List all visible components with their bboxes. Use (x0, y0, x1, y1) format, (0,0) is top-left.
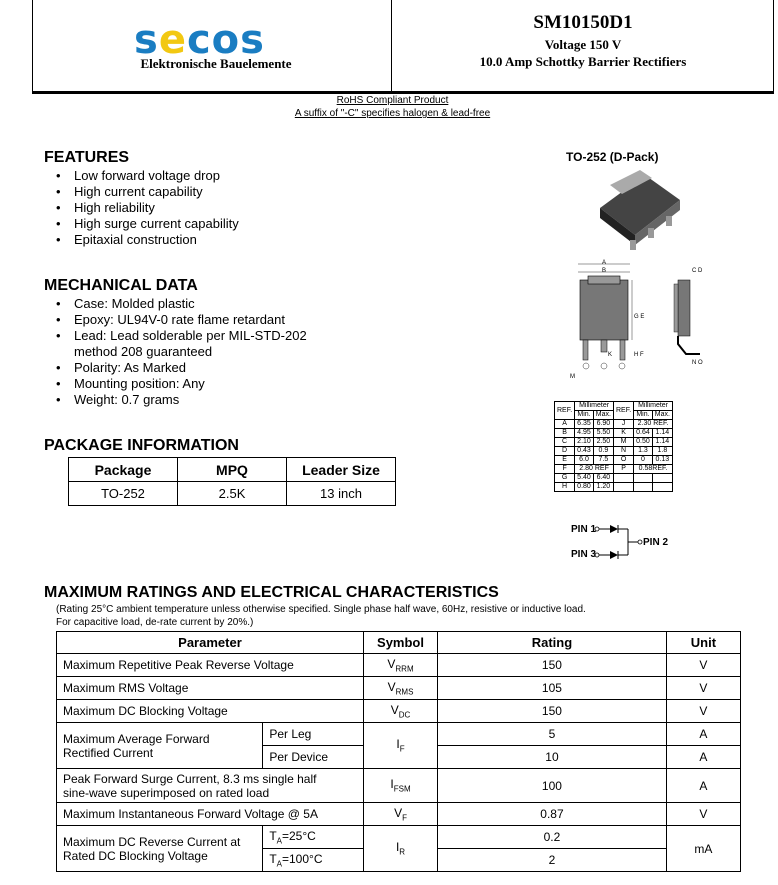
package-info-title: PACKAGE INFORMATION (44, 437, 239, 454)
dim-cell: O (613, 456, 633, 465)
header-rule (32, 92, 774, 94)
dim-cell: M (613, 438, 633, 447)
dim-cell: 5.50 (593, 429, 613, 438)
svg-text:B: B (602, 268, 607, 274)
dim-cell: 6.0 (575, 456, 594, 465)
mechanical-title: MECHANICAL DATA (44, 277, 198, 294)
dim-row (555, 447, 673, 456)
feature-item: • Low forward voltage drop (54, 168, 239, 184)
dim-cell: B (555, 429, 575, 438)
dim-header: REF. (555, 402, 575, 420)
unit-cell: V (666, 654, 740, 677)
mech-item: • Epoxy: UL94V-0 rate flame retardant (54, 312, 307, 328)
pin1-label: PIN 1 (571, 524, 597, 535)
part-number: SM10150D1 (533, 12, 633, 33)
rating-cell: 10 (438, 746, 667, 769)
mech-item: • Mounting position: Any (54, 376, 307, 392)
unit-cell: V (666, 803, 740, 826)
dim-cell: F (555, 465, 575, 474)
param-cell: Peak Forward Surge Current, 8.3 ms single half sine-wave superimposed on rated load (57, 769, 364, 803)
param-cell: Maximum RMS Voltage (57, 677, 364, 700)
param-cell: Maximum Repetitive Peak Reverse Voltage (57, 654, 364, 677)
dim-cell: E (555, 456, 575, 465)
table-row (57, 700, 741, 723)
svg-text:N O: N O (692, 360, 703, 366)
col-header-rating: Rating (438, 632, 667, 654)
dim-cell: 0.50 (634, 438, 653, 447)
dim-cell: 6.35 (575, 420, 594, 429)
feature-item: • Epitaxial construction (54, 232, 239, 248)
symbol-cell: $V_{RRM}$ (363, 654, 437, 677)
dim-row (555, 456, 673, 465)
svg-text:M: M (570, 374, 575, 380)
dim-cell: K (613, 429, 633, 438)
unit-cell: A (666, 769, 740, 803)
svg-text:G E: G E (634, 314, 645, 320)
dim-cell: 4.95 (575, 429, 594, 438)
dim-cell: H (555, 483, 575, 492)
logo-tagline: Elektronische Bauelemente (140, 56, 292, 71)
col-header-parameter: Parameter (57, 632, 364, 654)
pkg-cell: 2.5K (178, 482, 287, 506)
package-info-table (68, 457, 396, 506)
dim-row (555, 429, 673, 438)
rating-cell: 2 (438, 849, 667, 872)
ratings-note-1: (Rating 25°C ambient temperature unless otherwise specified. Single phase half wave, 60Hz, resistive or inductive load. (56, 604, 586, 615)
pkg-header: Package (69, 458, 178, 482)
dim-cell: N (613, 447, 633, 456)
rating-cell: 150 (438, 654, 667, 677)
secos-logo: secos (134, 17, 265, 63)
rating-cell: 0.87 (438, 803, 667, 826)
rating-cell: 100 (438, 769, 667, 803)
table-row (57, 723, 741, 746)
dim-cell: D (555, 447, 575, 456)
table-row (57, 769, 741, 803)
dim-subheader: Min. (634, 411, 653, 420)
table-row (57, 826, 741, 849)
table-row (57, 654, 741, 677)
dim-row (555, 465, 673, 474)
svg-text:K: K (608, 352, 613, 358)
dim-header: Millimeter (575, 402, 614, 411)
dim-subheader: Min. (575, 411, 594, 420)
dim-cell: 1.8 (652, 447, 672, 456)
pkg-cell: TO-252 (69, 482, 178, 506)
svg-text:H F: H F (634, 352, 644, 358)
table-row (57, 677, 741, 700)
mech-item: • Case: Molded plastic (54, 296, 307, 312)
dim-row (555, 474, 673, 483)
unit-cell: A (666, 746, 740, 769)
dim-cell: 2.10 (575, 438, 594, 447)
rating-cell: 150 (438, 700, 667, 723)
pin3-label: PIN 3 (571, 549, 597, 560)
feature-item: • High current capability (54, 184, 239, 200)
cond-cell: $T_A=100^\circ C$ (263, 849, 364, 872)
dim-cell: 0.43 (575, 447, 594, 456)
dim-row (555, 438, 673, 447)
features-title: FEATURES (44, 149, 130, 166)
feature-item: • High reliability (54, 200, 239, 216)
dim-header: REF. (613, 402, 633, 420)
dim-cell: 0 (634, 456, 653, 465)
symbol-cell: $V_{DC}$ (363, 700, 437, 723)
dim-row (555, 483, 673, 492)
dim-cell: A (555, 420, 575, 429)
rohs-note: RoHS Compliant Product (336, 95, 449, 106)
package-3d-image (590, 170, 690, 252)
col-header-symbol: Symbol (363, 632, 437, 654)
pkg-cell: 13 inch (287, 482, 396, 506)
dim-cell: 2.80 REF (575, 465, 614, 474)
dim-cell: 0.58REF. (634, 465, 673, 474)
cond-cell: Per Leg (263, 723, 364, 746)
param-cell: Maximum Average Forward Rectified Current (57, 723, 263, 769)
table-row (57, 803, 741, 826)
unit-cell: V (666, 677, 740, 700)
mech-item-cont: method 208 guaranteed (74, 344, 213, 359)
mech-item: • Weight: 0.7 grams (54, 392, 307, 408)
mech-item: • Lead: Lead solderable per MIL-STD-202 (54, 328, 307, 344)
dim-subheader: Max. (652, 411, 672, 420)
dim-row (555, 420, 673, 429)
dim-cell: 2.50 (593, 438, 613, 447)
symbol-cell: $I_F$ (363, 723, 437, 769)
svg-text:C D: C D (692, 268, 703, 274)
mechanical-list (54, 296, 307, 408)
halogen-note: A suffix of "-C" specifies halogen & lead-free (294, 108, 491, 119)
pkg-header: MPQ (178, 458, 287, 482)
dim-cell: G (555, 474, 575, 483)
diode-symbol (594, 522, 644, 562)
param-cell: Maximum DC Reverse Current at Rated DC Blocking Voltage (57, 826, 263, 872)
features-list (54, 168, 239, 248)
ratings-title: MAXIMUM RATINGS AND ELECTRICAL CHARACTERISTICS (44, 584, 499, 601)
pin2-label: PIN 2 (643, 537, 669, 548)
dim-cell: 0.80 (575, 483, 594, 492)
ratings-table (56, 631, 741, 872)
dimension-table (554, 401, 673, 492)
dim-cell: 1.14 (652, 438, 672, 447)
dim-cell: 0.13 (652, 456, 672, 465)
rating-cell: 5 (438, 723, 667, 746)
dim-cell: 6.40 (593, 474, 613, 483)
dim-cell: C (555, 438, 575, 447)
symbol-cell: $V_F$ (363, 803, 437, 826)
dim-header: Millimeter (634, 402, 673, 411)
package-title: TO-252 (D-Pack) (566, 150, 659, 164)
unit-cell: V (666, 700, 740, 723)
col-header-unit: Unit (666, 632, 740, 654)
param-cell: Maximum DC Blocking Voltage (57, 700, 364, 723)
dim-cell: J (613, 420, 633, 429)
dim-cell: 0.9 (593, 447, 613, 456)
dim-cell: 5.40 (575, 474, 594, 483)
dim-cell: 1.20 (593, 483, 613, 492)
dim-cell: 2.30 REF. (634, 420, 673, 429)
rating-cell: 0.2 (438, 826, 667, 849)
param-cell: Maximum Instantaneous Forward Voltage @ 5A (57, 803, 364, 826)
ratings-note-2: For capacitive load, de-rate current by 20%.) (56, 617, 254, 628)
svg-text:A: A (602, 260, 607, 266)
dim-cell: P (613, 465, 633, 474)
dim-cell: 1.3 (634, 447, 653, 456)
voltage-rating: Voltage 150 V (544, 37, 622, 52)
feature-item: • High surge current capability (54, 216, 239, 232)
cond-cell: $T_A=25^\circ C$ (263, 826, 364, 849)
dim-subheader: Max. (593, 411, 613, 420)
unit-cell: mA (666, 826, 740, 872)
mech-item: • Polarity: As Marked (54, 360, 307, 376)
dim-cell: 0.64 (634, 429, 653, 438)
package-outline-drawing (568, 258, 708, 383)
dim-cell: 7.5 (593, 456, 613, 465)
dim-cell: 6.90 (593, 420, 613, 429)
dim-cell: 1.14 (652, 429, 672, 438)
rating-cell: 105 (438, 677, 667, 700)
symbol-cell: $I_{FSM}$ (363, 769, 437, 803)
symbol-cell: $I_R$ (363, 826, 437, 872)
symbol-cell: $V_{RMS}$ (363, 677, 437, 700)
cond-cell: Per Device (263, 746, 364, 769)
unit-cell: A (666, 723, 740, 746)
pkg-header: Leader Size (287, 458, 396, 482)
part-description: 10.0 Amp Schottky Barrier Rectifiers (479, 54, 687, 69)
